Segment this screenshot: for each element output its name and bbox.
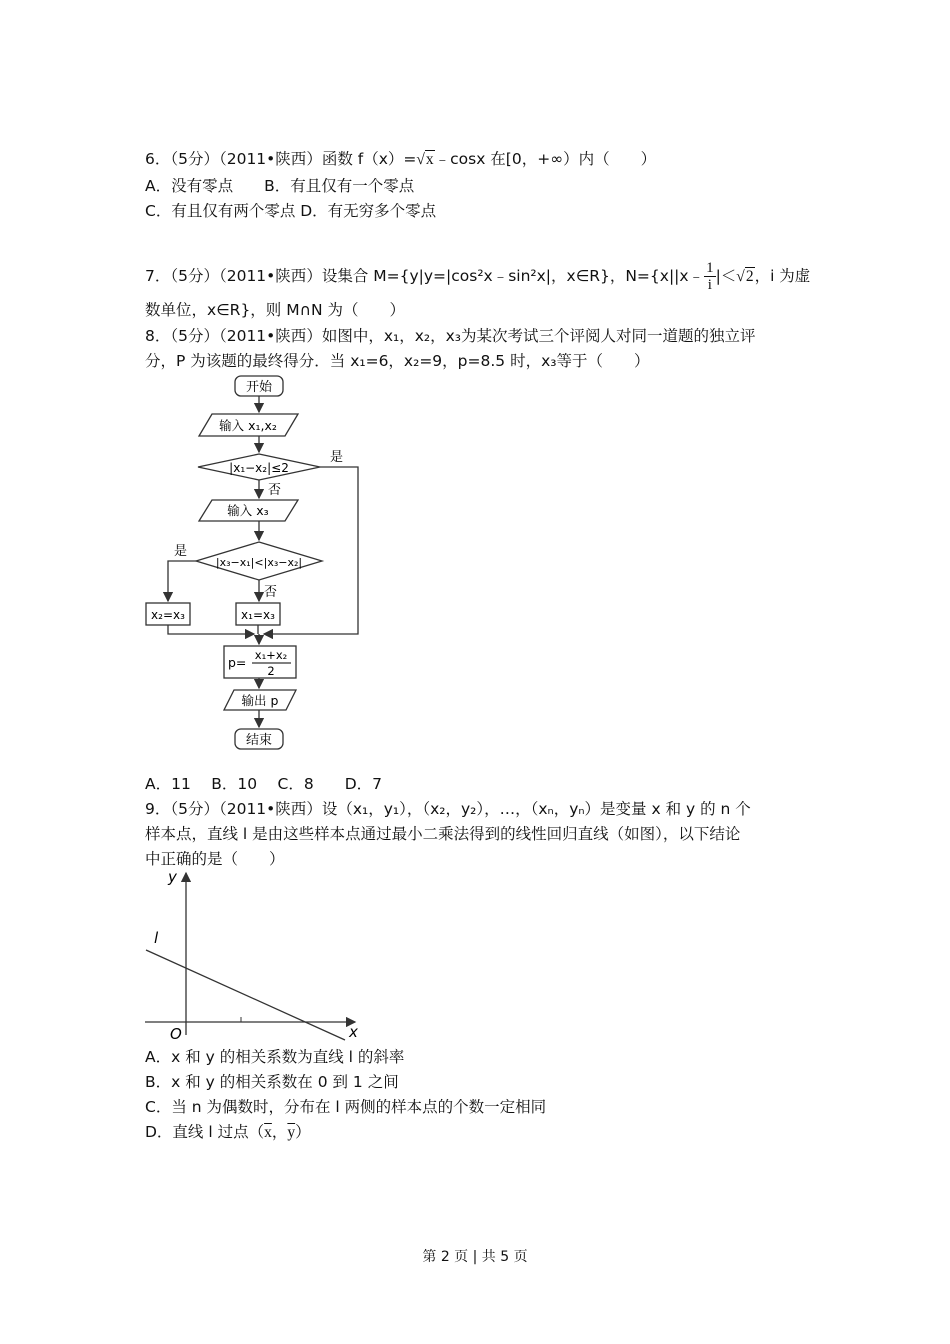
sqrt-symbol: √2: [736, 268, 754, 285]
q9-stem-line1: 9．（5分）（2011•陕西）设（x₁，y₁），（x₂，y₂），…，（xₙ，yₙ）是变量 x 和 y 的 n 个: [145, 800, 751, 818]
flow-output-label: 输出 p: [241, 693, 279, 708]
origin-label: O: [170, 1025, 182, 1043]
flow-formula-den: 2: [267, 664, 275, 678]
flow-cond1-label: |x₁−x₂|≤2: [229, 461, 289, 475]
line-label: l: [154, 929, 159, 947]
q8-flowchart: [140, 372, 380, 757]
flow-end-label: 结束: [245, 733, 273, 748]
fraction-1-over-i: $\frac{1}{i}$: [706, 260, 714, 293]
flow-cond2-label: |x₃−x₁|<|x₃−x₂|: [215, 556, 303, 569]
flow-assign-right-label: x₁=x₃: [241, 608, 275, 622]
flow-cond1-yes: 是: [330, 450, 344, 465]
q8-stem-line2: 分，P 为该题的最终得分．当 x₁=6，x₂=9，p=8.5 时，x₃等于（ ）: [145, 352, 650, 370]
q8-stem-line1: 8．（5分）（2011•陕西）如图中，x₁，x₂，x₃为某次考试三个评阅人对同一道题的独立评: [145, 327, 756, 345]
x-axis-label: x: [349, 1023, 358, 1041]
q9-option-c: C．当 n 为偶数时，分布在 l 两侧的样本点的个数一定相同: [145, 1098, 547, 1116]
flow-cond1-no: 否: [268, 483, 282, 498]
q9-option-b: B．x 和 y 的相关系数在 0 到 1 之间: [145, 1073, 399, 1091]
flow-input2-label: 输入 x₃: [227, 503, 269, 518]
q9-option-d: D．直线 l 过点（$\overline{x}$，$\overline{y}$）: [145, 1123, 311, 1141]
y-bar: $\overline{y}$: [287, 1124, 296, 1141]
flow-formula-p: p=: [228, 655, 247, 670]
flow-input1-label: 输入 x₁,x₂: [219, 418, 277, 433]
q6-stem: 6．（5分）（2011•陕西）函数 f（x）=√x﹣cosx 在[0，+∞）内（ ）: [145, 150, 657, 168]
q6-options-ab: A．没有零点 B．有且仅有一个零点: [145, 177, 415, 195]
flow-cond2-yes: 是: [174, 544, 188, 559]
q6-options-cd: C．有且仅有两个零点 D．有无穷多个零点: [145, 202, 437, 220]
flow-start-label: 开始: [245, 380, 273, 395]
q9-regression-graph: [140, 865, 380, 1045]
q9-stem-line2: 样本点，直线 l 是由这些样本点通过最小二乘法得到的线性回归直线（如图），以下结论: [145, 825, 741, 843]
q9-stem-line3: 中正确的是（ ）: [145, 850, 285, 868]
flow-assign-left-label: x₂=x₃: [151, 608, 185, 622]
flow-cond2-no: 否: [264, 585, 278, 600]
sqrt-symbol: √x: [416, 151, 434, 168]
q7-stem-line1: 7．（5分）（2011•陕西）设集合 M={y|y=|cos²x﹣sin²x|，x∈R}，N={x||x﹣ $\frac{1}{i}$ |＜√2，i 为虚: [145, 260, 811, 293]
y-axis-label: y: [168, 868, 177, 886]
q7-stem-line2: 数单位，x∈R}，则 M∩N 为（ ）: [145, 301, 405, 319]
q8-options: A．11 B．10 C．8 D．7: [145, 775, 383, 793]
x-bar: $\overline{x}$: [264, 1124, 272, 1141]
flow-formula-num: x₁+x₂: [254, 648, 288, 662]
q9-option-a: A．x 和 y 的相关系数为直线 l 的斜率: [145, 1048, 405, 1066]
page-footer: 第 2 页 | 共 5 页: [422, 1249, 528, 1265]
